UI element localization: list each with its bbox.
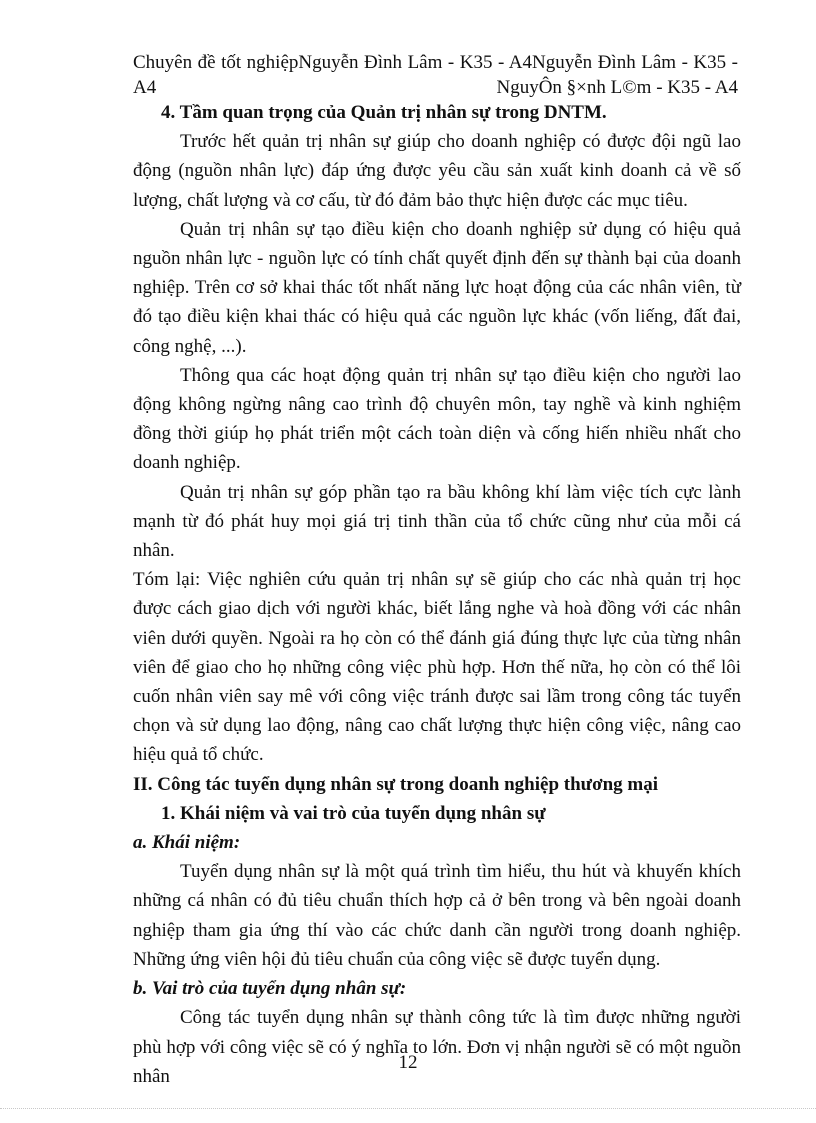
subheading-a: a. Khái niệm: [133,832,241,854]
subsection-heading-1: 1. Khái niệm và vai trò của tuyển dụng nhân sự [161,802,546,824]
paragraph-1: Trước hết quản trị nhân sự giúp cho doanh nghiệp có được đội ngũ lao động (nguồn nhân lực) đáp ứng được yêu cầu sản xuất kinh doanh cả về số lượng, chất lượng và cơ cấu, từ đó đảm bảo thực hiện được các mục tiêu. [133,131,741,211]
page-number: 12 [398,1052,418,1073]
header-line-1: Chuyên đề tốt nghiệpNguyễn Đình Lâm - K35 - A4Nguyễn Đình Lâm - K35 - [133,52,738,73]
paragraph-6: Tuyển dụng nhân sự là một quá trình tìm hiểu, thu hút và khuyến khích những cá nhân có đủ tiêu chuẩn thích hợp cả ở bên trong và bên ngoài doanh nghiệp tham gia ứng thí vào các chức danh cần người trong doanh nghiệp. Những ứng viên hội đủ tiêu chuẩn của công việc sẽ được tuyển dụng. [133,861,741,970]
section-heading-4: 4. Tầm quan trọng của Quản trị nhân sự trong DNTM. [161,102,607,123]
header-line-2 [133,75,738,100]
paragraph-2: Quản trị nhân sự tạo điều kiện cho doanh nghiệp sử dụng có hiệu quả nguồn nhân lực - nguồn lực có tính chất quyết định đến sự thành bại của doanh nghiệp. Trên cơ sở khai thác tốt nhất năng lực hoạt động của các nhân viên, từ đó tạo điều kiện khai thác có hiệu quả các nguồn lực khác (vốn liếng, đất đai, công nghệ, ...). [133,218,741,357]
document-body [133,98,741,1091]
subheading-b: b. Vai trò của tuyển dụng nhân sự: [133,978,407,1000]
paragraph-3: Thông qua các hoạt động quản trị nhân sự tạo điều kiện cho người lao động không ngừng nâng cao trình độ chuyên môn, tay nghề và kinh nghiệm đồng thời giúp họ phát triển một cách toàn diện và cống hiến nhiều nhất cho doanh nghiệp. [133,364,741,474]
paragraph-4: Quản trị nhân sự góp phần tạo ra bầu không khí làm việc tích cực lành mạnh từ đó phát huy mọi giá trị tinh thần của tổ chức cũng như của mỗi cá nhân. [133,481,741,562]
header-line-2-right: NguyÔn §×nh L©m - K35 - A4 [496,77,738,98]
section-heading-ii: II. Công tác tuyển dụng nhân sự trong doanh nghiệp thương mại [133,773,659,795]
running-header [133,50,738,100]
page-bottom-divider [0,1108,816,1109]
paragraph-5-summary: Tóm lại: Việc nghiên cứu quản trị nhân sự sẽ giúp cho các nhà quản trị học được cách giao dịch với người khác, biết lắng nghe và hoà đồng với các nhân viên dưới quyền. Ngoài ra họ còn có thể đánh giá đúng thực lực của từng nhân viên để giao cho họ những công việc phù hợp. Hơn thế nữa, họ còn có thể lôi cuốn nhân viên say mê với công việc tránh được sai lầm trong công tác tuyển chọn và sử dụng lao động, nâng cao chất lượng thực hiện công việc, nâng cao hiệu quả tổ chức. [133,569,741,766]
paragraph-7: Công tác tuyển dụng nhân sự thành công tức là tìm được những người phù hợp với công việc sẽ có ý nghĩa to lớn. Đơn vị nhận người sẽ có một nguồn nhân [133,1007,741,1087]
header-line-2-left: A4 [133,77,157,98]
